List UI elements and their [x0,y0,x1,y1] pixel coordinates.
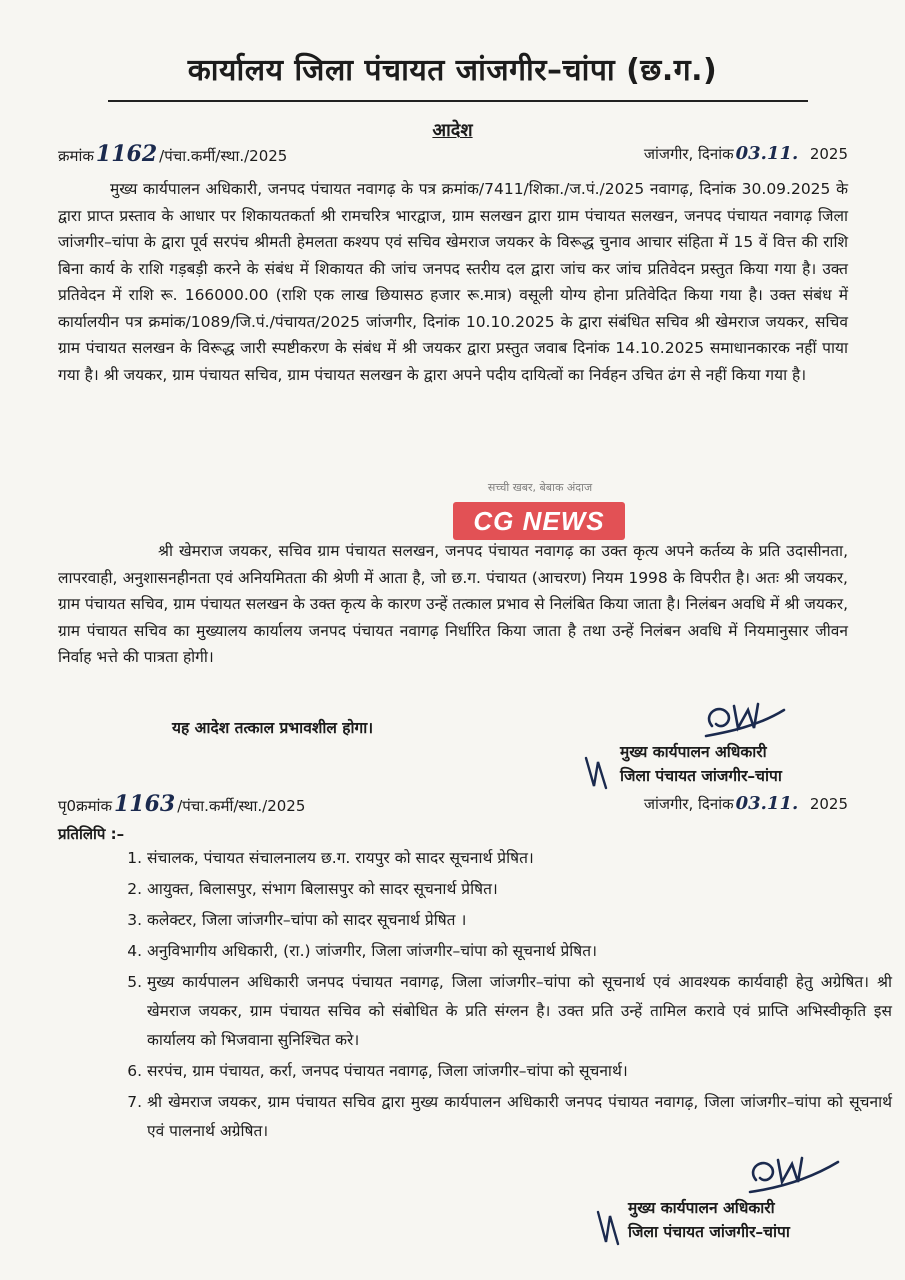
reference-label: क्रमांक [58,147,94,165]
effective-statement: यह आदेश तत्काल प्रभावशील होगा। [172,719,374,737]
watermark-logo: CG NEWS [453,502,625,540]
handwritten-copy-number: 1163 [113,791,176,817]
copy-date-year: 2025 [809,795,848,813]
signature-stroke-icon [580,752,614,792]
copy-handwritten-date: 03.11. [735,793,799,814]
list-item: 7. श्री खेमराज जयकर, ग्राम पंचायत सचिव द्वारा मुख्य कार्यपालन अधिकारी जनपद पंचायत नवागढ़, जिला जांजगीर–चांपा को सूचनार्थ एवं पालनार्थ अग्रेषित। [147,1088,892,1146]
office-title: कार्यालय जिला पंचायत जांजगीर–चांपा (छ.ग.) [187,53,718,88]
copy-reference-suffix: /पंचा.कर्मी/स्था./2025 [177,797,306,815]
signature-icon [698,696,788,744]
list-item: 3. कलेक्टर, जिला जांजगीर–चांपा को सादर सूचनार्थ प्रेषित । [147,906,892,935]
signatory-designation: मुख्य कार्यपालन अधिकारी [628,1199,775,1217]
copy-place-date-prefix: जांजगीर, दिनांक [643,795,734,813]
signature-stroke-icon [592,1206,626,1248]
copy-reference-line [58,790,848,818]
list-item: 4. अनुविभागीय अधिकारी, (रा.) जांजगीर, जिला जांजगीर–चांपा को सूचनार्थ प्रेषित। [147,937,892,966]
reference-number-group [58,140,287,170]
order-heading: आदेश [432,120,473,141]
copy-place-date [644,790,848,818]
handwritten-order-number: 1162 [95,141,158,167]
handwritten-date: 03.11. [735,143,799,164]
list-item: 1. संचालक, पंचायत संचालनालय छ.ग. रायपुर को सादर सूचनार्थ प्रेषित। [147,844,892,873]
copy-recipient-list [105,844,892,1148]
copy-reference-number-group [58,790,305,820]
signatory-office: जिला पंचायत जांजगीर–चांपा [620,767,782,785]
place-date-prefix: जांजगीर, दिनांक [643,145,734,163]
reference-suffix: /पंचा.कर्मी/स्था./2025 [159,147,288,165]
date-year: 2025 [809,145,848,163]
reference-line [58,140,848,168]
list-item: 5. मुख्य कार्यपालन अधिकारी जनपद पंचायत नवागढ़, जिला जांजगीर–चांपा को सूचनार्थ एवं आवश्यक कार्यवाही हेतु अग्रेषित। श्री खेमराज जयकर, ग्राम पंचायत सचिव को संबोधित के प्रति संग्लन है। उक्त प्रति उन्हें तामिल करावे एवं प्राप्ति अभिस्वीकृति इस कार्यालय को भिजवाना सुनिश्चित करे। [147,968,892,1055]
signatory-office: जिला पंचायत जांजगीर–चांपा [628,1223,790,1241]
copy-to-label: प्रतिलिपि :– [58,825,125,843]
body-paragraph-2: श्री खेमराज जयकर, सचिव ग्राम पंचायत सलखन, जनपद पंचायत नवागढ़ का उक्त कृत्य अपने कर्तव्य के प्रति उदासीनता, लापरवाही, अनुशासनहीनता एवं अनियमितता की श्रेणी में आता है, जो छ.ग. पंचायत (आचरण) नियम 1998 के विपरीत है। अतः श्री जयकर, ग्राम पंचायत सचिव, ग्राम पंचायत सलखन के उक्त कृत्य के कारण उन्हें तत्काल प्रभाव से निलंबित किया जाता है। निलंबन अवधि में श्री जयकर, ग्राम पंचायत सचिव का मुख्यालय कार्यालय जनपद पंचायत नवागढ़ निर्धारित किया जाता है तथा उन्हें निलंबन अवधि में नियमानुसार जीवन निर्वाह भत्ते की पात्रता होगी। [58,542,848,666]
signature-icon [742,1150,842,1200]
header-divider [108,100,808,102]
list-item: 6. सरपंच, ग्राम पंचायत, कर्रा, जनपद पंचायत नवागढ़, जिला जांजगीर–चांपा को सूचनार्थ। [147,1057,892,1086]
watermark-tagline: सच्ची खबर, बेबाक अंदाज [487,481,593,494]
signatory-designation: मुख्य कार्यपालन अधिकारी [620,743,767,761]
body-paragraph-1: मुख्य कार्यपालन अधिकारी, जनपद पंचायत नवागढ़ के पत्र क्रमांक/7411/शिका./ज.पं./2025 नवागढ़, दिनांक 30.09.2025 के द्वारा प्राप्त प्रस्ताव के आधार पर शिकायतकर्ता श्री रामचरित्र भारद्वाज, ग्राम सलखन द्वारा ग्राम पंचायत सलखन, जनपद पंचायत नवागढ़ जिला जांजगीर–चांपा के द्वारा पूर्व सरपंच श्रीमती हेमलता कश्यप एवं सचिव खेमराज जयकर के विरूद्ध चुनाव आचार संहिता में 15 वें वित्त की राशि बिना कार्य के राशि गड़बड़ी करने के संबंध में शिकायत की जांच जनपद स्तरीय दल द्वारा जांच कर जांच प्रतिवेदन प्रस्तुत किया गया है। उक्त प्रतिवेदन में राशि रू. 166000.00 (राशि एक लाख छियासठ हजार रू.मात्र) वसूली योग्य होना प्रतिवेदित किया गया है। उक्त संबंध में कार्यालयीन पत्र क्रमांक/1089/जि.पं./पंचायत/2025 जांजगीर, दिनांक 10.10.2025 के द्वारा संबंधित सचिव श्री खेमराज जयकर, सचिव ग्राम पंचायत सलखन के विरूद्ध जारी स्पष्टीकरण के संबंध में श्री जयकर द्वारा प्रस्तुत जवाब दिनांक 14.10.2025 समाधानकारक नहीं पाया गया है। श्री जयकर, ग्राम पंचायत सचिव, ग्राम पंचायत सलखन के द्वारा अपने पदीय दायित्वों का निर्वहन उचित ढंग से नहीं किया गया है। [58,180,848,384]
place-date [644,140,848,168]
list-item: 2. आयुक्त, बिलासपुर, संभाग बिलासपुर को सादर सूचनार्थ प्रेषित। [147,875,892,904]
signature-block-2 [628,1196,905,1244]
copy-reference-label: पृ0क्रमांक [58,797,112,815]
signature-block-1 [620,740,905,788]
